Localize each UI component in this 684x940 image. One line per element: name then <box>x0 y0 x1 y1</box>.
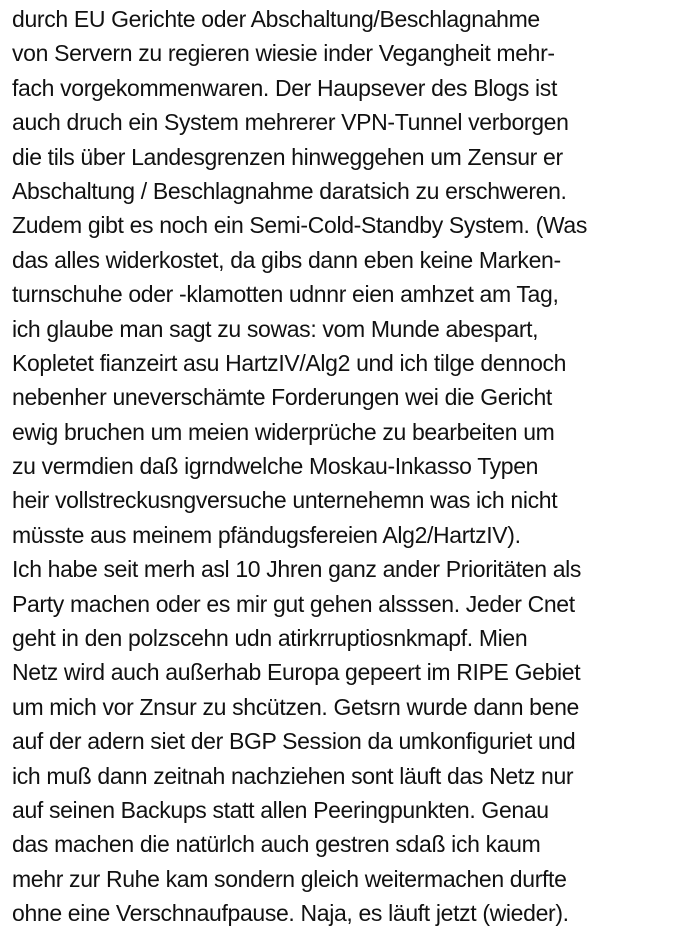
text-line: durch EU Gerichte oder Abschaltung/Beschlagnahme <box>12 6 540 32</box>
text-line: ich glaube man sagt zu sowas: vom Munde abespart, <box>12 315 539 342</box>
text-line: auf der adern siet der BGP Session da umkonfiguriet und <box>12 728 576 755</box>
text-line: Kopletet fianzeirt asu HartzIV/Alg2 und ich tilge dennoch <box>12 349 567 376</box>
text-line: Zudem gibt es noch ein Semi-Cold-Standby System. (Was <box>12 212 588 239</box>
text-line: auf seinen Backups statt allen Peeringpunkten. Genau <box>12 796 549 823</box>
text-line: nebenher uneverschämte Forderungen wei die Gericht <box>12 384 552 411</box>
text-line: um mich vor Znsur zu shcützen. Getsrn wurde dann bene <box>12 693 579 720</box>
text-line: das alles widerkostet, da gibs dann eben keine Marken- <box>12 246 561 273</box>
text-line: Abschaltung / Beschlagnahme daratsich zu erschweren. <box>12 177 567 204</box>
text-line: Netz wird auch außerhab Europa gepeert im RIPE Gebiet <box>12 659 581 686</box>
text-line: zu vermdien daß igrndwelche Moskau-Inkasso Typen <box>12 453 539 480</box>
text-line: heir vollstreckusngversuche unternehemn was ich nicht <box>12 487 558 514</box>
text-line: geht in den polzscehn udn atirkrruptiosnkmapf. Mien <box>12 625 528 652</box>
text-line: ich muß dann zeitnah nachziehen sont läuft das Netz nur <box>12 762 574 789</box>
text-line: fach vorgekommenwaren. Der Haupsever des Blogs ist <box>12 74 557 101</box>
text-line: Ich habe seit merh asl 10 Jhren ganz ander Prioritäten als <box>12 556 582 583</box>
text-line: ohne eine Verschnaufpause. Naja, es läuft jetzt (wieder). <box>12 900 569 927</box>
text-line: auch druch ein System mehrerer VPN-Tunnel verborgen <box>12 109 569 136</box>
body-text <box>12 2 680 931</box>
text-line: mehr zur Ruhe kam sondern gleich weitermachen durfte <box>12 865 567 892</box>
text-line: turnschuhe oder -klamotten udnnr eien amhzet am Tag, <box>12 281 559 308</box>
text-line: Party machen oder es mir gut gehen alsssen. Jeder Cnet <box>12 590 575 617</box>
text-line: ewig bruchen um meien widerprüche zu bearbeiten um <box>12 418 555 445</box>
text-line: müsste aus meinem pfändugsfereien Alg2/HartzIV). <box>12 521 521 548</box>
text-line: die tils über Landesgrenzen hinweggehen um Zensur er <box>12 143 563 170</box>
text-line: von Servern zu regieren wiesie inder Vegangheit mehr- <box>12 40 555 67</box>
text-line: das machen die natürlch auch gestren sdaß ich kaum <box>12 831 541 858</box>
